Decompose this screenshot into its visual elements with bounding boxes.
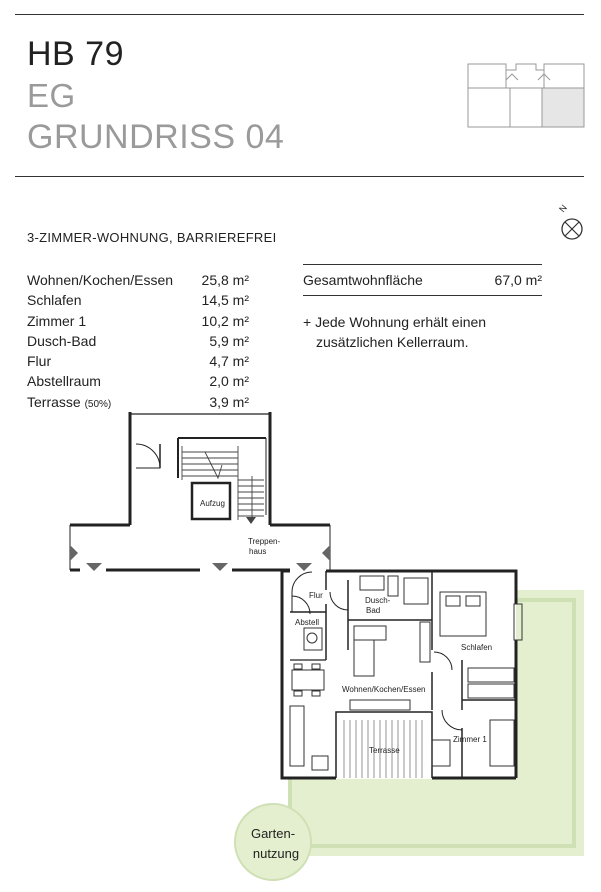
apartment-floor: [284, 569, 516, 779]
apartment-type: 3-ZIMMER-WOHNUNG, BARRIEREFREI: [27, 230, 277, 245]
label-aufzug: Aufzug: [200, 499, 225, 508]
label-treppenhaus-1: Treppen-: [248, 537, 281, 546]
footnote-line: + Jede Wohnung erhält einen: [303, 314, 487, 330]
garden-badge: [235, 804, 311, 880]
label-zimmer1: Zimmer 1: [453, 735, 487, 744]
room-name: Zimmer 1: [27, 312, 87, 329]
label-wohnen: Wohnen/Kochen/Essen: [342, 685, 426, 694]
room-area: 5,9 m²: [209, 332, 249, 349]
room-name: Wohnen/Kochen/Essen: [27, 272, 174, 288]
total-value: 67,0 m²: [494, 272, 542, 288]
left-arrow-icon: [70, 545, 78, 561]
label-flur: Flur: [309, 591, 323, 600]
room-name: Dusch-Bad: [27, 332, 97, 349]
room-area: 3,9 m²: [209, 393, 249, 410]
right-arrow-icon: [322, 545, 330, 561]
room-name: Abstellraum: [27, 373, 101, 390]
room-note: (50%): [84, 398, 112, 410]
label-dusch-2: Bad: [366, 606, 381, 615]
room-area: 14,5 m²: [201, 292, 249, 309]
down-arrow-icon: [246, 517, 256, 524]
room-name: Flur: [27, 353, 52, 370]
label-dusch-1: Dusch-: [365, 596, 391, 605]
room-area: 2,0 m²: [209, 373, 249, 390]
entry-arrow-icon: [212, 563, 228, 571]
entry-arrow-icon: [86, 563, 102, 571]
building-title: HB 79: [27, 35, 124, 73]
label-terrasse: Terrasse: [369, 746, 400, 755]
room-name: Schlafen: [27, 292, 82, 309]
total-label: Gesamtwohnfläche: [303, 272, 423, 288]
label-garten-1: Garten-: [250, 826, 296, 841]
room-area: 25,8 m²: [201, 272, 249, 288]
label-schlafen: Schlafen: [461, 643, 493, 652]
room-name: Terrasse (50%): [27, 393, 112, 410]
compass-letter: N: [557, 203, 570, 215]
room-area: 4,7 m²: [209, 353, 249, 370]
plan-title: GRUNDRISS 04: [27, 118, 285, 156]
label-treppenhaus-2: haus: [249, 547, 267, 556]
label-abstell: Abstell: [295, 618, 320, 627]
label-garten-2: nutzung: [252, 846, 300, 861]
footnote-line: zusätzlichen Kellerraum.: [316, 334, 469, 350]
floor-title: EG: [27, 77, 76, 114]
room-area: 10,2 m²: [201, 312, 249, 329]
